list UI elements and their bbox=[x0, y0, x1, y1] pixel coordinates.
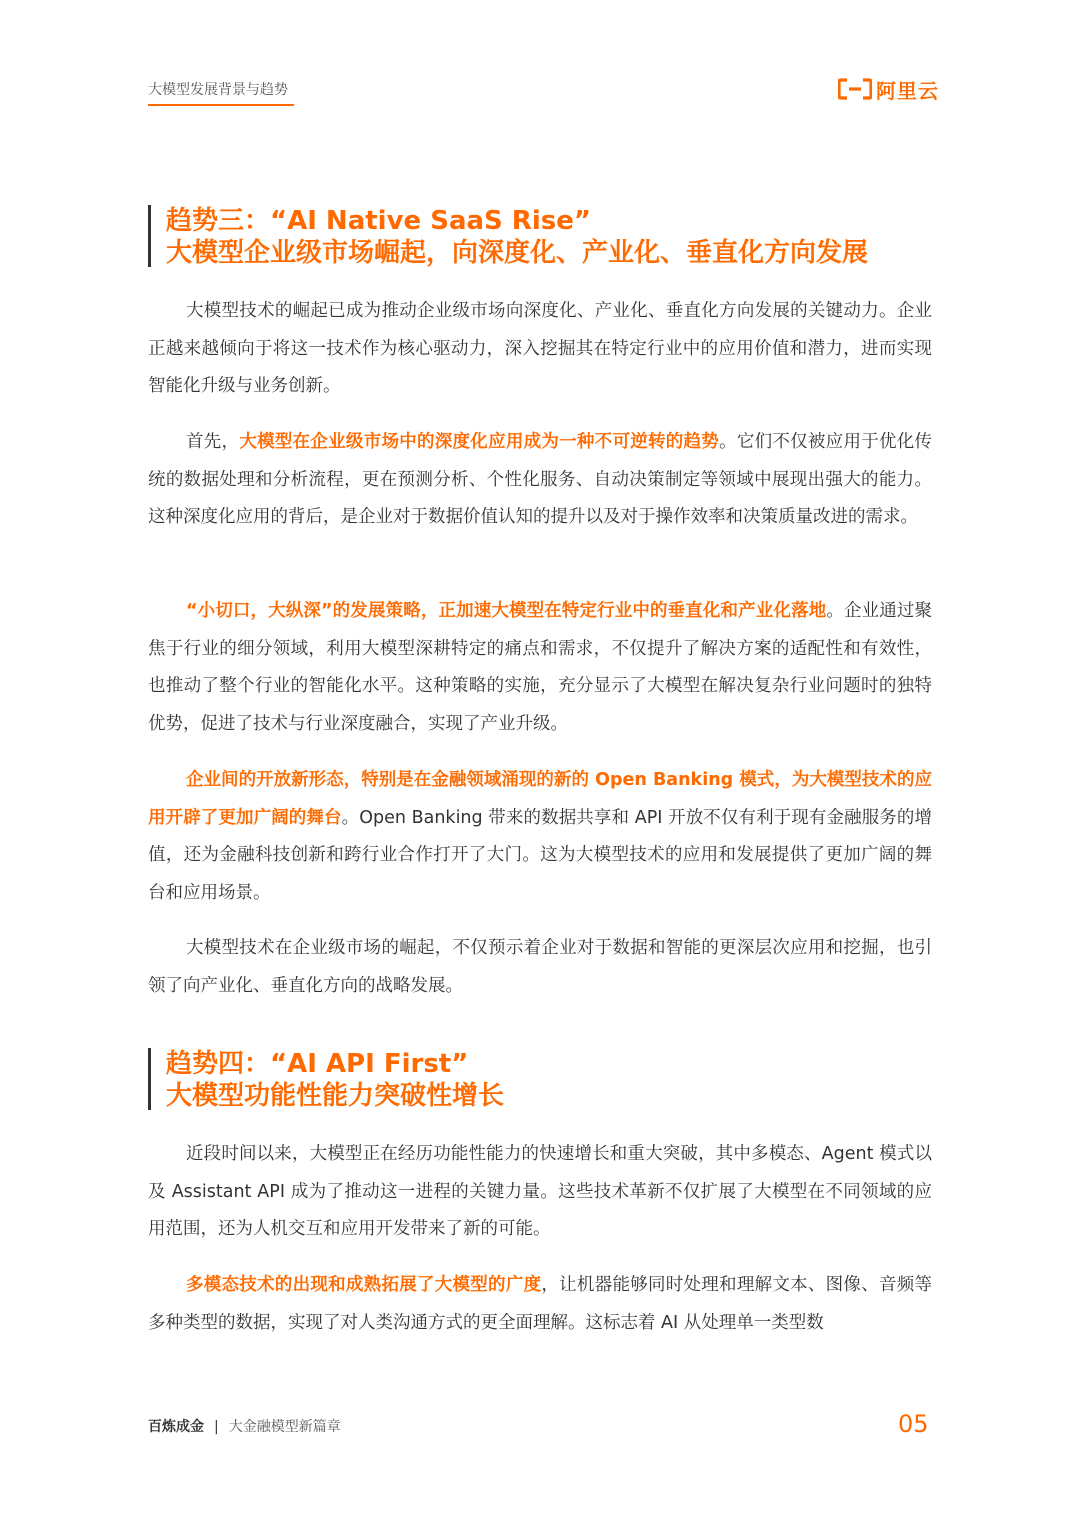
footer-brand: 百炼成金 bbox=[148, 1419, 204, 1435]
footer-separator: | bbox=[214, 1419, 219, 1435]
paragraph-2 bbox=[148, 424, 932, 537]
paragraph-7 bbox=[148, 1267, 932, 1342]
header-title: 大模型发展背景与趋势 bbox=[148, 82, 288, 98]
paragraph-4-body: 。Open Banking 带来的数据共享和 API 开放不仅有利于现有金融服务的增值，还为金融科技创新和跨行业合作打开了大门。这为大模型技术的应用和发展提供了更加广阔的舞台和应用场景。 bbox=[148, 807, 932, 903]
footer bbox=[148, 1416, 341, 1436]
alibaba-cloud-logo bbox=[838, 76, 939, 102]
section-heading-line1: 趋势三：“AI Native SaaS Rise” bbox=[166, 206, 591, 236]
paragraph-4 bbox=[148, 762, 932, 912]
paragraph-6: 近段时间以来，大模型正在经历功能性能力的快速增长和重大突破，其中多模态、Agent 模式以及 Assistant API 成为了推动这一进程的关键力量。这些技术革新不仅扩展了大模型在不同领域的应用范围，还为人机交互和应用开发带来了新的可能。 bbox=[148, 1144, 932, 1240]
paragraph-1: 大模型技术的崛起已成为推动企业级市场向深度化、产业化、垂直化方向发展的关键动力。企业正越来越倾向于将这一技术作为核心驱动力，深入挖掘其在特定行业中的应用价值和潜力，进而实现智能化升级与业务创新。 bbox=[148, 301, 932, 397]
section-heading-trend-4 bbox=[148, 1048, 504, 1110]
section-heading-line2: 大模型企业级市场崛起，向深度化、产业化、垂直化方向发展 bbox=[166, 238, 869, 268]
paragraph-4-highlight: 企业间的开放新形态，特别是在金融领域涌现的新的 Open Banking 模式，为大模型技术的应用开辟了更加广阔的舞台 bbox=[148, 770, 932, 828]
section-heading-trend-3 bbox=[148, 205, 868, 267]
footer-subtitle: 大金融模型新篇章 bbox=[228, 1419, 341, 1435]
paragraph-2-body: 。它们不仅被应用于优化传统的数据处理和分析流程，更在预测分析、个性化服务、自动决策制定等领域中展现出强大的能力。这种深度化应用的背后，是企业对于数据价值认知的提升以及对于操作效率和决策质量改进的需求。 bbox=[148, 432, 933, 528]
paragraph-3-highlight: “小切口，大纵深”的发展策略，正加速大模型在特定行业中的垂直化和产业化落地 bbox=[186, 601, 827, 621]
paragraph-3 bbox=[148, 593, 932, 743]
section-heading-line1: 趋势四：“AI API First” bbox=[166, 1049, 469, 1079]
paragraph-7-body: ，让机器能够同时处理和理解文本、图像、音频等多种类型的数据，实现了对人类沟通方式的更全面理解。这标志着 AI 从处理单一类型数 bbox=[148, 1275, 933, 1333]
page-number: 05 bbox=[898, 1410, 929, 1438]
paragraph-5: 大模型技术在企业级市场的崛起，不仅预示着企业对于数据和智能的更深层次应用和挖掘，也引领了向产业化、垂直化方向的战略发展。 bbox=[148, 938, 932, 996]
paragraph-2-intro: 首先， bbox=[186, 432, 240, 452]
header-underline bbox=[148, 104, 294, 106]
section-heading-line2: 大模型功能性能力突破性增长 bbox=[166, 1081, 505, 1111]
paragraph-7-highlight: 多模态技术的出现和成熟拓展了大模型的广度 bbox=[186, 1275, 542, 1295]
paragraph-2-highlight: 大模型在企业级市场中的深度化应用成为一种不可逆转的趋势 bbox=[239, 432, 720, 452]
logo-text: 阿里云 bbox=[876, 78, 939, 103]
alibaba-cloud-bracket-icon bbox=[838, 78, 872, 100]
paragraph-3-body: 。企业通过聚焦于行业的细分领域，利用大模型深耕特定的痛点和需求，不仅提升了解决方案的适配性和有效性，也推动了整个行业的智能化水平。这种策略的实施，充分显示了大模型在解决复杂行业问题时的独特优势，促进了技术与行业深度融合，实现了产业升级。 bbox=[148, 601, 932, 734]
